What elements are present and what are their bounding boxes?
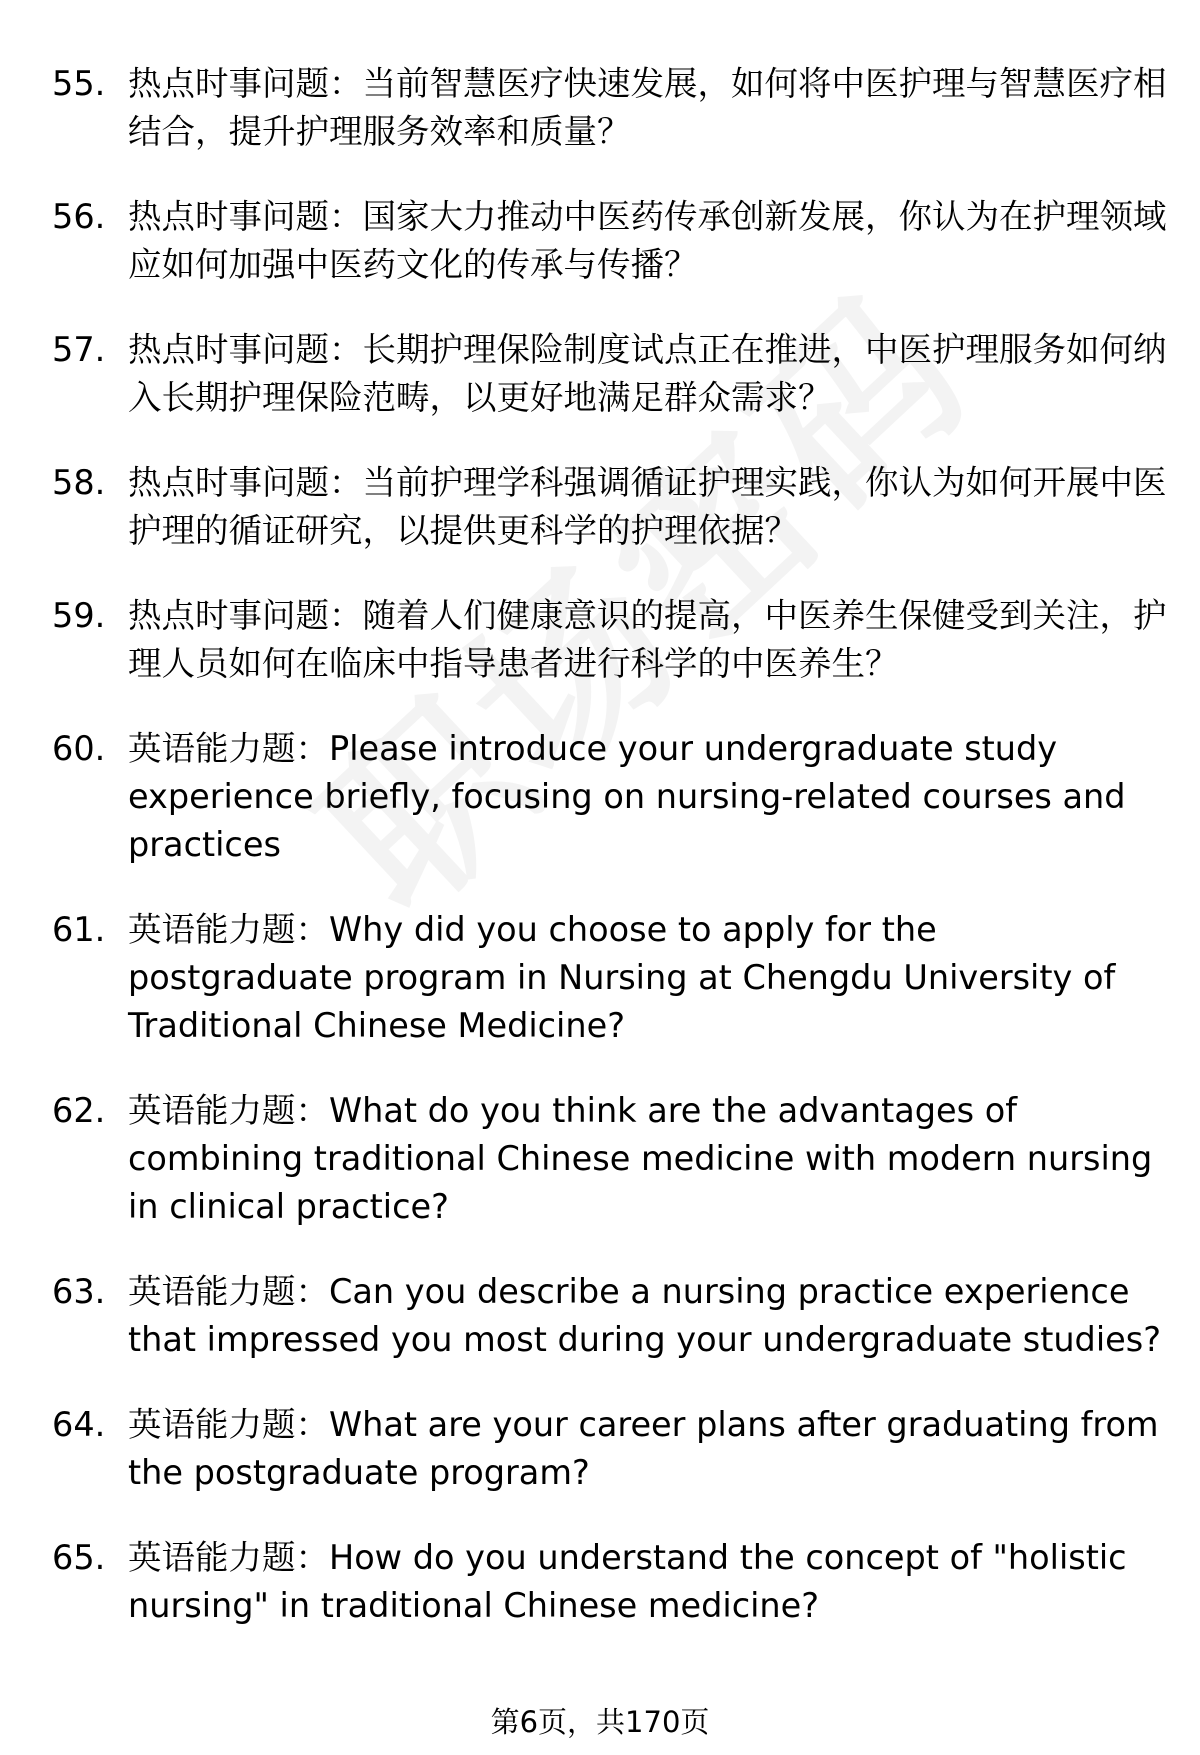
page-indicator: 第6页，共170页	[490, 1705, 710, 1739]
question-text: 英语能力题：Please introduce your undergraduate study experience briefly, focusing on nursing-related courses and practices	[128, 729, 1126, 864]
question-text: 热点时事问题：长期护理保险制度试点正在推进，中医护理服务如何纳入长期护理保险范畴，以更好地满足群众需求？	[128, 330, 1167, 417]
question-number: 56.	[52, 197, 106, 236]
question-number: 60.	[52, 729, 106, 768]
question-number: 58.	[52, 463, 106, 502]
question-text: 英语能力题：What do you think are the advantages of combining traditional Chinese medicine with modern nursing in clinical practice?	[128, 1091, 1153, 1226]
question-item	[52, 459, 1167, 555]
question-number: 64.	[52, 1405, 106, 1444]
question-number: 57.	[52, 330, 106, 369]
question-item	[52, 326, 1167, 422]
question-item	[52, 60, 1167, 156]
question-text: 英语能力题：Why did you choose to apply for the postgraduate program in Nursing at Chengdu University of Traditional Chinese Medicine?	[128, 910, 1116, 1045]
question-item	[52, 1401, 1167, 1497]
question-number: 61.	[52, 910, 106, 949]
question-number: 59.	[52, 596, 106, 635]
question-text: 英语能力题：What are your career plans after graduating from the postgraduate program?	[128, 1405, 1159, 1492]
question-text: 热点时事问题：国家大力推动中医药传承创新发展，你认为在护理领域应如何加强中医药文化的传承与传播？	[128, 197, 1167, 284]
question-item	[52, 193, 1167, 289]
question-number: 63.	[52, 1272, 106, 1311]
question-item	[52, 1087, 1167, 1231]
question-item	[52, 592, 1167, 688]
question-item	[52, 906, 1167, 1050]
question-text: 热点时事问题：当前护理学科强调循证护理实践，你认为如何开展中医护理的循证研究，以提供更科学的护理依据？	[128, 463, 1167, 550]
question-number: 62.	[52, 1091, 106, 1130]
question-item	[52, 1534, 1167, 1630]
question-list	[52, 60, 1167, 1667]
question-item	[52, 725, 1167, 869]
question-item	[52, 1268, 1167, 1364]
question-text: 英语能力题：How do you understand the concept of "holistic nursing" in traditional Chinese medicine?	[128, 1538, 1127, 1625]
question-number: 55.	[52, 64, 106, 103]
question-number: 65.	[52, 1538, 106, 1577]
question-text: 热点时事问题：当前智慧医疗快速发展，如何将中医护理与智慧医疗相结合，提升护理服务效率和质量？	[128, 64, 1167, 151]
question-text: 英语能力题：Can you describe a nursing practice experience that impressed you most during your undergraduate studies?	[128, 1272, 1161, 1359]
question-text: 热点时事问题：随着人们健康意识的提高，中医养生保健受到关注，护理人员如何在临床中指导患者进行科学的中医养生？	[128, 596, 1167, 683]
